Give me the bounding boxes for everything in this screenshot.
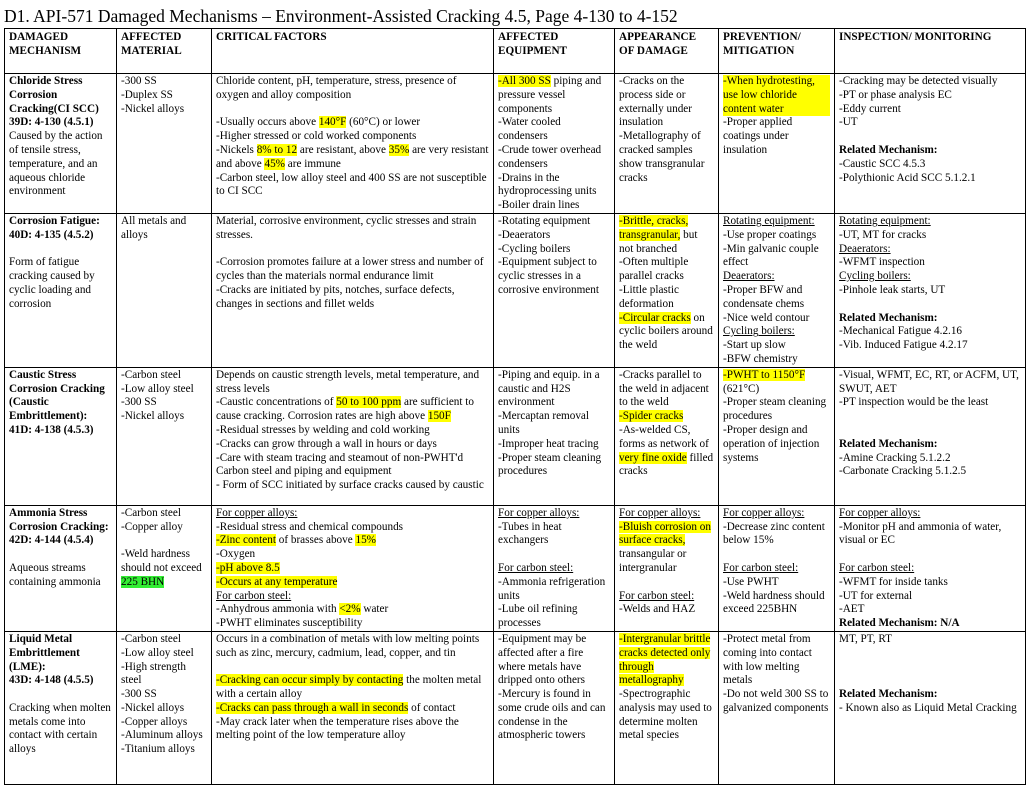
highlight: 140°F <box>318 116 347 129</box>
subheading: For copper alloys: <box>723 506 805 519</box>
factor-text: -PWHT eliminates susceptibility <box>216 617 363 630</box>
subheading: Cycling boilers: <box>723 325 795 338</box>
factor-text <box>216 562 489 576</box>
prevention-item: -Proper design and operation of injection systems <box>723 423 820 464</box>
inspection-item: -Polythionic Acid SCC 5.1.2.1 <box>839 171 976 184</box>
mechanism-name: Ammonia Stress Corrosion Cracking: <box>9 506 109 533</box>
mechanism-ref: 43D: 4-148 (4.5.5) <box>9 674 94 687</box>
mechanism-desc: Aqueous streams containing ammonia <box>9 561 101 588</box>
highlight: -Cracking can occur simply by contacting <box>216 674 404 687</box>
subheading: For carbon steel: <box>839 561 915 574</box>
document-title: D1. API-571 Damaged Mechanisms – Environment-Assisted Cracking 4.5, Page 4-130 to 4-152 <box>4 6 678 26</box>
equipment-cell <box>494 74 615 214</box>
equipment-item: -Equipment may be affected after a fire where metals have dripped onto others <box>498 632 587 687</box>
prevention-item: -Proper BFW and condensate chems <box>723 283 805 310</box>
prevention-item: -Start up slow <box>723 339 786 352</box>
material-item: -Carbon steel <box>121 632 181 645</box>
prevention-item <box>723 369 830 383</box>
table-row-lme <box>5 631 1026 784</box>
equipment-item: -Piping and equip. in a caustic and H2S environment <box>498 368 600 409</box>
highlight: -Brittle, cracks, transgranular, <box>619 214 689 241</box>
mechanism-name: Corrosion Fatigue: <box>9 214 100 227</box>
factor-text: -Corrosion promotes failure at a lower stress and number of cycles than the materials normal endurance limit <box>216 256 484 283</box>
inspection-item: MT, PT, RT <box>839 632 892 645</box>
material-item: -Carbon steel <box>121 506 181 519</box>
highlight: -Circular cracks <box>619 311 691 324</box>
material-item: All metals and alloys <box>121 214 187 241</box>
material-item: -300 SS <box>121 688 157 701</box>
appearance-item: -Little plastic deformation <box>619 283 679 310</box>
factor-text: -Cracks are initiated by pits, notches, surface defects, changes in sections and fillet welds <box>216 283 455 310</box>
highlight: very fine oxide <box>619 451 687 464</box>
material-cell <box>117 631 212 784</box>
factor-text: -Caustic concentrations of 50 to 100 ppm are sufficient to cause cracking. Corrosion rates are high above 150F <box>216 396 474 423</box>
inspection-item: -UT for external <box>839 589 913 602</box>
inspection-item: - Known also as Liquid Metal Cracking <box>839 701 1017 714</box>
table-row-chloride-scc <box>5 74 1026 214</box>
material-item: -300 SS <box>121 396 157 409</box>
inspection-cell <box>835 505 1026 631</box>
inspection-item: -Cracking may be detected visually <box>839 75 998 87</box>
inspection-item: -Visual, WFMT, EC, RT, or ACFM, UT, SWUT, AET <box>839 368 1019 395</box>
highlight: <2% <box>339 603 361 616</box>
highlight: 8% to 12 <box>256 143 298 156</box>
equipment-item: -Deaerators <box>498 228 551 241</box>
inspection-cell <box>835 213 1026 367</box>
subheading: For copper alloys: <box>619 506 701 519</box>
prevention-item: -Decrease zinc content below 15% <box>723 520 825 547</box>
factors-cell <box>212 505 494 631</box>
header-mechanism: DAMAGED MECHANISM <box>5 29 117 74</box>
equipment-item: -Tubes in heat exchangers <box>498 520 562 547</box>
equipment-item: -Equipment subject to cyclic stresses in a corrosive environment <box>498 256 599 296</box>
subheading: Rotating equipment: <box>723 214 815 227</box>
mechanism-ref: 42D: 4-144 (4.5.4) <box>9 534 94 547</box>
subheading: For copper alloys: <box>839 506 921 519</box>
equipment-item: -All 300 SS piping and pressure vessel components <box>498 75 602 115</box>
inspection-item: -WFMT inspection <box>839 256 925 269</box>
highlight: -Intergranular brittle cracks detected only through metallography <box>619 632 711 687</box>
mechanism-name: Caustic Stress Corrosion Cracking (Caustic Embrittlement): <box>9 368 105 423</box>
factor-text <box>216 576 489 590</box>
material-item: -Copper alloys <box>121 715 188 728</box>
subheading: For carbon steel: <box>723 561 799 574</box>
factors-cell <box>212 367 494 505</box>
material-item: -Aluminum alloys <box>121 729 203 742</box>
appearance-item: -Cracks on the process side or externally under insulation <box>619 75 692 129</box>
factor-text: Chloride content, pH, temperature, stress, presence of oxygen and alloy composition <box>216 75 457 101</box>
header-inspection: INSPECTION/ MONITORING <box>835 29 1026 74</box>
mechanism-cell <box>5 505 117 631</box>
inspection-item: -Mechanical Fatigue 4.2.16 <box>839 325 963 338</box>
factor-text: -Nickels 8% to 12 are resistant, above 35% are very resistant and above 45% are immune <box>216 143 489 170</box>
highlight-green: 225 BHN <box>121 575 165 588</box>
appearance-item <box>619 410 714 424</box>
table-row-caustic-scc <box>5 367 1026 505</box>
factor-text: -Zinc content of brasses above 15% <box>216 534 376 547</box>
highlight: 150F <box>427 410 451 423</box>
equipment-item: -Water cooled condensers <box>498 116 561 143</box>
appearance-item: -Brittle, cracks, transgranular, but not branched <box>619 214 698 255</box>
material-item: -Carbon steel <box>121 368 181 381</box>
subheading: Deaerators: <box>839 242 891 255</box>
highlight: -Zinc content <box>216 534 276 547</box>
factor-text: -Oxygen <box>216 548 256 561</box>
prevention-item: -When hydrotesting, use low chloride content water <box>723 75 830 116</box>
highlight: -Spider cracks <box>619 410 684 423</box>
mechanism-desc: Caused by the action of tensile stress, temperature, and an aqueous chloride environment <box>9 130 103 198</box>
inspection-item: -PT inspection would be the least <box>839 396 989 409</box>
factors-cell <box>212 74 494 214</box>
factor-text: -Anhydrous ammonia with <2% water <box>216 603 389 616</box>
factor-text: Material, corrosive environment, cyclic stresses and strain stresses. <box>216 214 477 241</box>
appearance-item: -Cracks parallel to the weld in adjacent to the weld <box>619 368 709 409</box>
material-item: -Titanium alloys <box>121 743 195 756</box>
subheading: Deaerators: <box>723 270 775 283</box>
highlight: 45% <box>264 157 285 170</box>
equipment-item: -Proper steam cleaning procedures <box>498 451 602 478</box>
mechanism-name: Liquid Metal Embrittlement (LME): <box>9 632 80 673</box>
mechanism-ref: 41D: 4-138 (4.5.3) <box>9 423 94 436</box>
mechanism-cell <box>5 631 117 784</box>
equipment-item: -Lube oil refining processes <box>498 603 578 630</box>
highlight: 35% <box>388 143 410 156</box>
prevention-item: -Min galvanic couple effect <box>723 242 819 269</box>
equipment-item: -Crude tower overhead condensers <box>498 143 602 170</box>
inspection-item: -WFMT for inside tanks <box>839 575 948 588</box>
factor-text: -Cracking can occur simply by contacting the molten metal with a certain alloy <box>216 674 482 701</box>
inspection-item: -Carbonate Cracking 5.1.2.5 <box>839 465 967 478</box>
appearance-cell <box>615 631 719 784</box>
highlight: 50 to 100 ppm <box>336 396 402 409</box>
material-item: -Nickel alloys <box>121 102 185 115</box>
factor-text: Occurs in a combination of metals with low melting points such as zinc, mercury, cadmium, lead, copper, and tin <box>216 632 480 659</box>
inspection-item: -Eddy current <box>839 102 901 115</box>
material-cell <box>117 367 212 505</box>
subheading: For carbon steel: <box>216 589 292 602</box>
highlight: 15% <box>355 534 376 547</box>
prevention-item: -Do not weld 300 SS to galvanized components <box>723 688 829 714</box>
prevention-item: -Use proper coatings <box>723 228 817 241</box>
equipment-cell <box>494 367 615 505</box>
related-mechanism-label: Related Mechanism: N/A <box>839 617 960 630</box>
material-item: -Low alloy steel <box>121 646 194 659</box>
related-mechanism-label: Related Mechanism: <box>839 143 938 156</box>
header-factors: CRITICAL FACTORS <box>212 29 494 74</box>
appearance-item: -As-welded CS, forms as network of very fine oxide filled cracks <box>619 423 714 478</box>
equipment-item: -Ammonia refrigeration units <box>498 575 606 602</box>
inspection-item: -PT or phase analysis EC <box>839 88 952 101</box>
material-item: -Duplex SS <box>121 88 173 101</box>
equipment-item: -Mercaptan removal units <box>498 410 590 436</box>
inspection-item: -UT, MT for cracks <box>839 228 927 241</box>
equipment-item: -Improper heat tracing <box>498 437 599 450</box>
prevention-item: -Protect metal from coming into contact with low melting metals <box>723 632 812 687</box>
appearance-item: -Circular cracks on cyclic boilers around the weld <box>619 311 713 352</box>
prevention-item: -BFW chemistry <box>723 352 798 365</box>
factor-text: -Usually occurs above 140°F (60°C) or lower <box>216 116 421 129</box>
prevention-cell <box>719 505 835 631</box>
mechanism-cell <box>5 367 117 505</box>
material-item: -Weld hardness should not exceed 225 BHN <box>121 548 202 588</box>
appearance-item: -Welds and HAZ <box>619 603 696 616</box>
factor-text: -Residual stress and chemical compounds <box>216 520 404 533</box>
factor-text: -May crack later when the temperature rises above the melting point of the low temperature alloy <box>216 715 459 742</box>
mechanism-desc: Form of fatigue cracking caused by cyclic loading and corrosion <box>9 256 95 310</box>
related-mechanism-label: Related Mechanism: <box>839 437 938 450</box>
inspection-item: -Pinhole leak starts, UT <box>839 283 946 296</box>
factor-text: -Residual stresses by welding and cold working <box>216 423 430 436</box>
equipment-item: -Drains in the hydroprocessing units <box>498 171 597 198</box>
inspection-item: -Monitor pH and ammonia of water, visual or EC <box>839 520 1002 547</box>
equipment-cell <box>494 505 615 631</box>
appearance-item: -Metallography of cracked samples show transgranular cracks <box>619 130 705 184</box>
material-item: -Nickel alloys <box>121 410 185 423</box>
subheading: For carbon steel: <box>619 589 695 602</box>
material-item: -High strength steel <box>121 660 186 687</box>
highlight: -PWHT to 1150°F <box>723 368 806 381</box>
appearance-cell <box>615 74 719 214</box>
appearance-item: -Bluish corrosion on surface cracks, transangular or intergranular <box>619 520 711 574</box>
mechanism-ref: 40D: 4-135 (4.5.2) <box>9 228 94 241</box>
subheading: For copper alloys: <box>216 506 298 519</box>
inspection-item: -Amine Cracking 5.1.2.2 <box>839 451 951 464</box>
inspection-item: -AET <box>839 603 865 616</box>
material-item: -Nickel alloys <box>121 701 185 714</box>
subheading: Rotating equipment: <box>839 214 931 227</box>
highlight: -Occurs at any temperature <box>216 575 338 588</box>
material-cell <box>117 74 212 214</box>
inspection-item: -UT <box>839 116 858 129</box>
damage-mechanism-table <box>4 28 1026 785</box>
factor-text: - Form of SCC initiated by surface cracks caused by caustic <box>216 479 484 492</box>
inspection-cell <box>835 631 1026 784</box>
mechanism-desc: Cracking when molten metals come into contact with certain alloys <box>9 701 111 756</box>
prevention-cell <box>719 74 835 214</box>
highlight: -Cracks can pass through a wall in seconds <box>216 701 409 714</box>
header-appearance: APPEARANCE OF DAMAGE <box>615 29 719 74</box>
mechanism-ref: 39D: 4-130 (4.5.1) <box>9 116 94 129</box>
highlight: -Bluish corrosion on surface cracks, <box>619 520 711 547</box>
prevention-item: -Weld hardness should exceed 225BHN <box>723 589 825 616</box>
material-cell <box>117 505 212 631</box>
prevention-item: -Use PWHT <box>723 575 779 588</box>
appearance-cell <box>615 367 719 505</box>
prevention-cell <box>719 213 835 367</box>
inspection-cell <box>835 74 1026 214</box>
prevention-item: -Proper steam cleaning procedures <box>723 396 827 423</box>
material-cell <box>117 213 212 367</box>
mechanism-cell <box>5 74 117 214</box>
factors-cell <box>212 631 494 784</box>
prevention-item: -Nice weld contour <box>723 311 810 324</box>
factor-text: -Care with steam tracing and steamout of non-PWHT'd Carbon steel and piping and equipment <box>216 451 464 478</box>
table-row-corrosion-fatigue <box>5 213 1026 367</box>
highlight: -pH above 8.5 <box>216 561 280 574</box>
mechanism-name: Chloride Stress Corrosion Cracking(CI SCC) <box>9 75 99 115</box>
equipment-item: -Boiler drain lines <box>498 199 580 212</box>
header-prevention: PREVENTION/ MITIGATION <box>719 29 835 74</box>
header-row <box>5 29 1026 74</box>
equipment-item: -Rotating equipment <box>498 214 591 227</box>
factor-text: Depends on caustic strength levels, metal temperature, and stress levels <box>216 368 480 395</box>
related-mechanism-label: Related Mechanism: <box>839 311 938 324</box>
subheading: For carbon steel: <box>498 561 574 574</box>
equipment-item: -Mercury is found in some crude oils and can condense in the atmospheric towers <box>498 688 606 742</box>
equipment-item: -Cycling boilers <box>498 242 571 255</box>
material-item: -Low alloy steel <box>121 382 194 395</box>
appearance-item: -Often multiple parallel cracks <box>619 256 689 283</box>
factor-text: -Carbon steel, low alloy steel and 400 SS are not susceptible to CI SCC <box>216 171 487 198</box>
related-mechanism-label: Related Mechanism: <box>839 688 938 701</box>
inspection-cell <box>835 367 1026 505</box>
factor-text: -Higher stressed or cold worked components <box>216 130 417 143</box>
prevention-item: -Proper applied coatings under insulation <box>723 116 793 156</box>
inspection-item: -Caustic SCC 4.5.3 <box>839 157 926 170</box>
subheading: For copper alloys: <box>498 506 580 519</box>
prevention-item: (621°C) <box>723 382 760 395</box>
material-item: -300 SS <box>121 75 157 87</box>
prevention-cell <box>719 367 835 505</box>
mechanism-cell <box>5 213 117 367</box>
factor-text: -Cracks can grow through a wall in hours or days <box>216 437 437 450</box>
table-row-ammonia-scc <box>5 505 1026 631</box>
appearance-cell <box>615 505 719 631</box>
equipment-cell <box>494 213 615 367</box>
appearance-item: -Spectrographic analysis may used to determine molten metal species <box>619 688 712 742</box>
factor-text: -Cracks can pass through a wall in seconds of contact <box>216 701 456 714</box>
header-equipment: AFFECTED EQUIPMENT <box>494 29 615 74</box>
highlight: -All 300 SS <box>498 75 551 87</box>
material-item: -Copper alloy <box>121 520 183 533</box>
prevention-cell <box>719 631 835 784</box>
inspection-item: -Vib. Induced Fatigue 4.2.17 <box>839 339 968 352</box>
subheading: Cycling boilers: <box>839 270 911 283</box>
header-material: AFFECTED MATERIAL <box>117 29 212 74</box>
appearance-item <box>619 633 714 688</box>
equipment-cell <box>494 631 615 784</box>
factors-cell <box>212 213 494 367</box>
appearance-cell <box>615 213 719 367</box>
